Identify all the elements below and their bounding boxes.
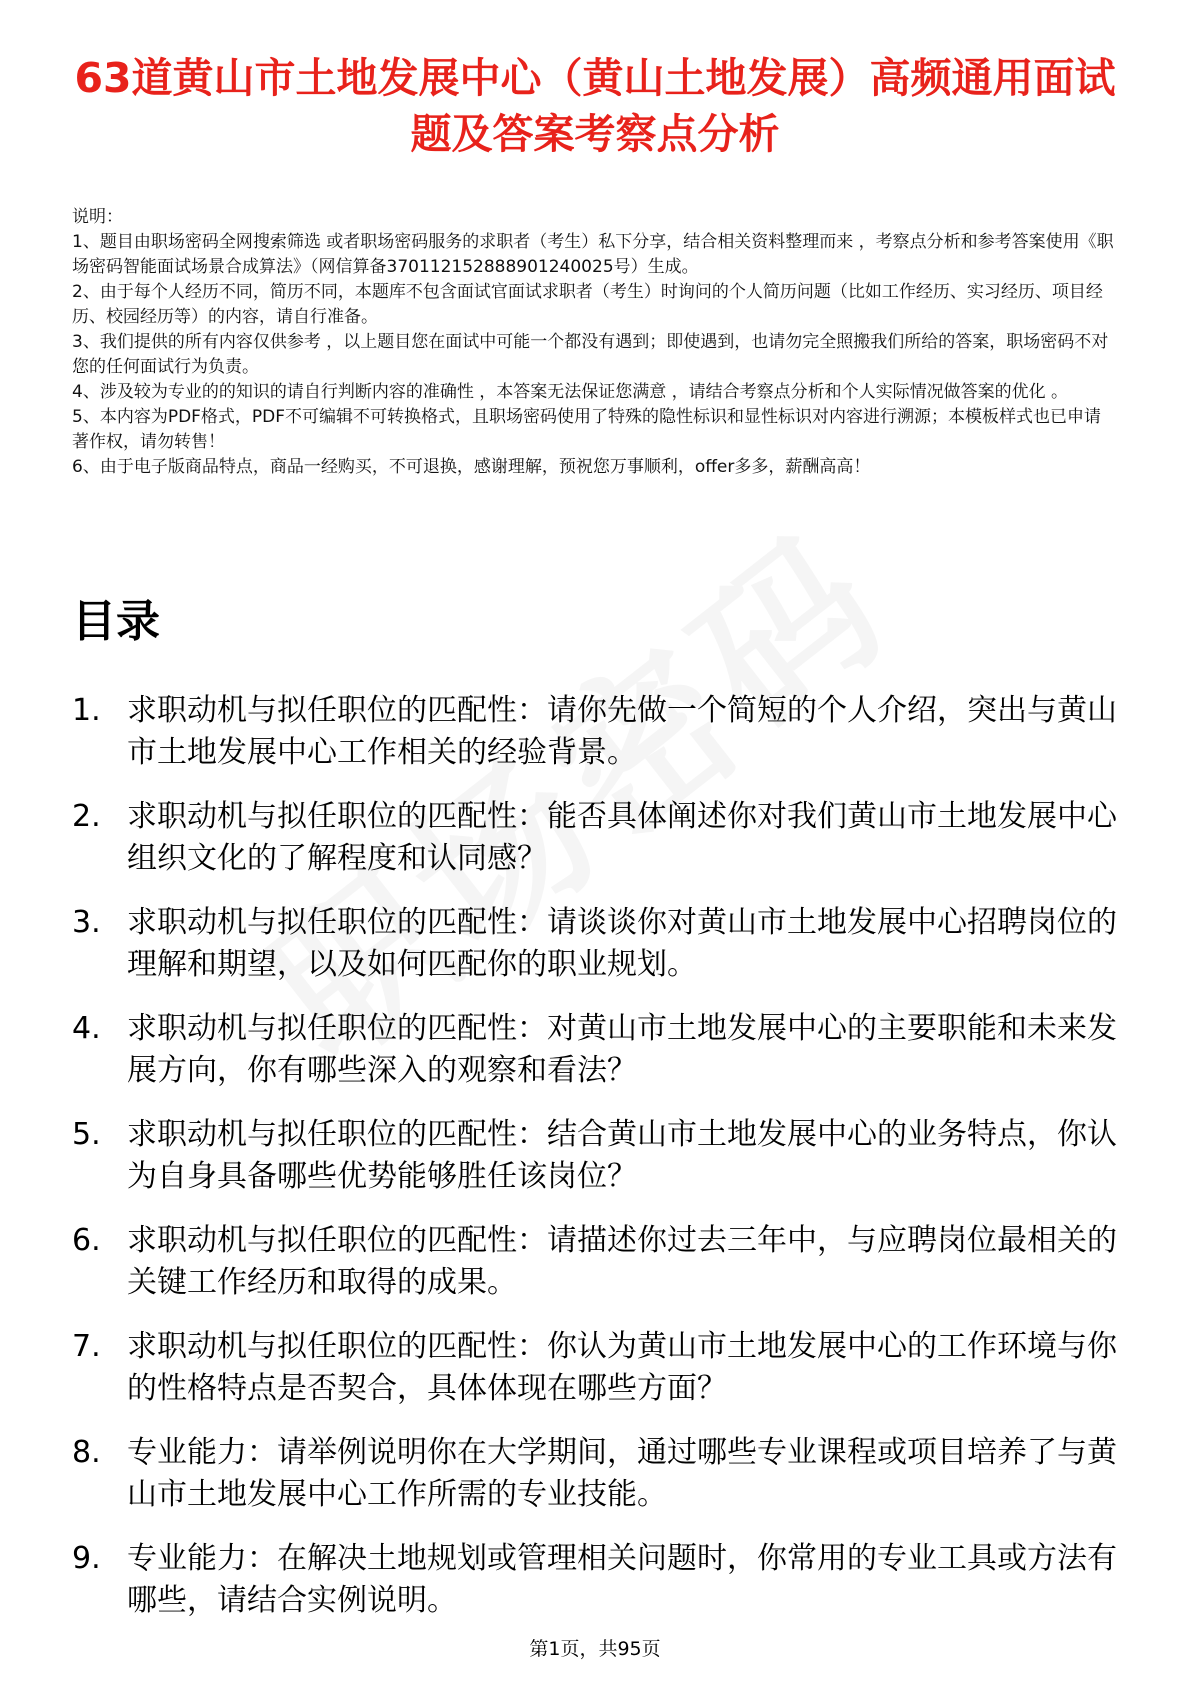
- toc-item[interactable]: [72, 1220, 1122, 1326]
- toc-item-number: 5.: [72, 1117, 101, 1152]
- toc-item[interactable]: [72, 1008, 1122, 1114]
- toc-item[interactable]: [72, 796, 1122, 902]
- toc-item-text: 专业能力：在解决土地规划或管理相关问题时，你常用的专业工具或方法有哪些，请结合实例说明。: [127, 1541, 1117, 1618]
- toc-item-number: 6.: [72, 1223, 101, 1258]
- toc-item-text: 求职动机与拟任职位的匹配性：结合黄山市土地发展中心的业务特点，你认为自身具备哪些优势能够胜任该岗位？: [127, 1117, 1117, 1194]
- toc-item-number: 2.: [72, 799, 101, 834]
- toc-item-number: 1.: [72, 693, 101, 728]
- note-item: 2、由于每个人经历不同，简历不同，本题库不包含面试官面试求职者（考生）时询问的个人简历问题（比如工作经历、实习经历、项目经历、校园经历等）的内容，请自行准备。: [72, 282, 1103, 327]
- toc-heading: 目录: [72, 596, 160, 647]
- toc-item-text: 求职动机与拟任职位的匹配性：请描述你过去三年中，与应聘岗位最相关的关键工作经历和取得的成果。: [127, 1223, 1117, 1300]
- toc-item-number: 3.: [72, 905, 101, 940]
- toc-item-number: 9.: [72, 1541, 101, 1576]
- toc-item-text: 专业能力：请举例说明你在大学期间，通过哪些专业课程或项目培养了与黄山市土地发展中心工作所需的专业技能。: [127, 1435, 1117, 1512]
- toc-item[interactable]: [72, 1114, 1122, 1220]
- toc-item-number: 8.: [72, 1435, 101, 1470]
- note-item: 3、我们提供的所有内容仅供参考 ，以上题目您在面试中可能一个都没有遇到；即使遇到，也请勿完全照搬我们所给的答案，职场密码不对您的任何面试行为负责。: [72, 332, 1109, 377]
- toc-item[interactable]: [72, 690, 1122, 796]
- note-item: 5、本内容为PDF格式，PDF不可编辑不可转换格式，且职场密码使用了特殊的隐性标识和显性标识对内容进行溯源；本模板样式也已申请著作权，请勿转售！: [72, 407, 1102, 452]
- toc-item-text: 求职动机与拟任职位的匹配性：请你先做一个简短的个人介绍，突出与黄山市土地发展中心工作相关的经验背景。: [127, 693, 1117, 770]
- document-title: 63道黄山市土地发展中心（黄山土地发展）高频通用面试题及答案考察点分析: [74, 54, 1116, 158]
- toc-item[interactable]: [72, 1326, 1122, 1432]
- toc-item-number: 4.: [72, 1011, 101, 1046]
- notes-heading: 说明：: [72, 207, 123, 227]
- note-item: 4、涉及较为专业的的知识的请自行判断内容的准确性 ，本答案无法保证您满意 ，请结合考察点分析和个人实际情况做答案的优化 。: [72, 382, 1069, 402]
- toc-item[interactable]: [72, 902, 1122, 1008]
- toc-item-number: 7.: [72, 1329, 101, 1364]
- notes-section: [72, 205, 1117, 480]
- toc-item-text: 求职动机与拟任职位的匹配性：能否具体阐述你对我们黄山市土地发展中心组织文化的了解程度和认同感？: [127, 799, 1117, 876]
- toc-item[interactable]: [72, 1538, 1122, 1644]
- toc-item[interactable]: [72, 1432, 1122, 1538]
- page-number-footer: 第1页，共95页: [529, 1638, 661, 1660]
- toc-item-text: 求职动机与拟任职位的匹配性：你认为黄山市土地发展中心的工作环境与你的性格特点是否契合，具体体现在哪些方面？: [127, 1329, 1117, 1406]
- note-item: 6、由于电子版商品特点，商品一经购买，不可退换，感谢理解，预祝您万事顺利，offer多多，薪酬高高！: [72, 457, 871, 477]
- note-item: 1、题目由职场密码全网搜索筛选 或者职场密码服务的求职者（考生）私下分享，结合相关资料整理而来 ，考察点分析和参考答案使用《职场密码智能面试场景合成算法》（网信算备370112152888901240025号）生成。: [72, 232, 1114, 277]
- toc-item-text: 求职动机与拟任职位的匹配性：请谈谈你对黄山市土地发展中心招聘岗位的理解和期望，以及如何匹配你的职业规划。: [127, 905, 1117, 982]
- toc-list: [72, 690, 1122, 1644]
- toc-item-text: 求职动机与拟任职位的匹配性：对黄山市土地发展中心的主要职能和未来发展方向，你有哪些深入的观察和看法？: [127, 1011, 1117, 1088]
